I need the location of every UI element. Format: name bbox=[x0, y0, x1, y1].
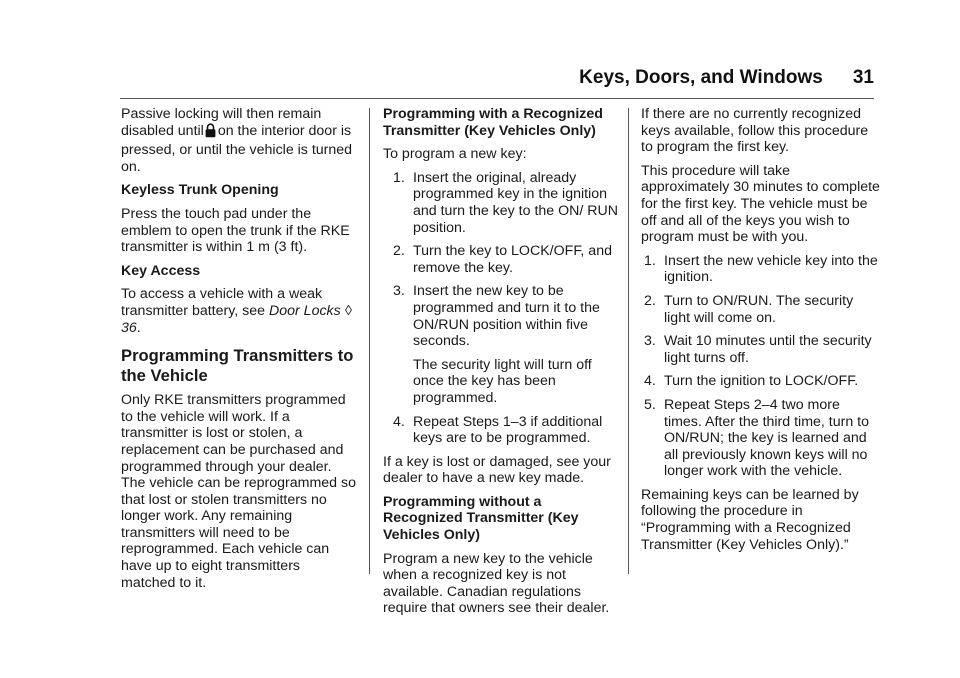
without-recognized-heading: Programming without a Recognized Transmitter (Key Vehicles Only) bbox=[383, 493, 579, 544]
list-item: 2. Turn the key to LOCK/OFF, and remove the key. bbox=[393, 243, 612, 276]
list-item: 5. Repeat Steps 2–4 two more times. After the third time, turn to ON/RUN; the key is learned and all previously known keys will no longer work with the vehicle. bbox=[644, 396, 870, 480]
list-item: 2. Turn to ON/RUN. The security light will come on. bbox=[644, 292, 854, 326]
page-header bbox=[0, 66, 874, 90]
list-item: 4. Repeat Steps 1–3 if additional keys are to be programmed. bbox=[393, 413, 603, 447]
no-keys-paragraph: If there are no currently recognized keys available, follow this procedure to program the first key. bbox=[641, 106, 869, 156]
recognized-steps-list bbox=[383, 170, 623, 447]
list-item: 1. Insert the original, already programmed key in the ignition and turn the key to the ON/ RUN position. bbox=[393, 169, 619, 236]
key-access-paragraph: To access a vehicle with a weak transmitter battery, see Door Locks ◊ 36. bbox=[121, 286, 352, 336]
column-right bbox=[641, 106, 881, 560]
page-number: 31 bbox=[852, 67, 874, 88]
first-key-steps-list bbox=[641, 253, 881, 480]
programming-paragraph: Only RKE transmitters programmed to the vehicle will work. If a transmitter is lost or stolen, a replacement can be purchased and programmed through your dealer. The vehicle can be reprogrammed so that lost or stolen transmitters no longer work. Any remaining transmitters will need to be reprogrammed. Each vehicle can have up to eight transmitters matched to it. bbox=[121, 392, 357, 591]
header-rule bbox=[120, 98, 874, 99]
keyless-trunk-heading: Keyless Trunk Opening bbox=[121, 182, 279, 199]
column-divider bbox=[369, 108, 370, 574]
list-item: 3. Wait 10 minutes until the security light turns off. bbox=[644, 333, 872, 366]
door-locks-reference[interactable]: Door Locks ◊ 36 bbox=[121, 302, 352, 336]
recognized-transmitter-heading: Programming with a Recognized Transmitter (Key Vehicles Only) bbox=[383, 106, 603, 139]
column-middle bbox=[383, 106, 623, 624]
keyless-trunk-paragraph: Press the touch pad under the emblem to open the trunk if the RKE transmitter is within 1 m (3 ft). bbox=[121, 205, 350, 256]
without-recognized-paragraph: Program a new key to the vehicle when a recognized key is not available. Canadian regulations require that owners see their dealer. bbox=[383, 550, 610, 617]
procedure-time-paragraph: This procedure will take approximately 30 minutes to complete for the first key. The vehicle must be off and all of the keys you wish to program must be with you. bbox=[641, 162, 880, 246]
chapter-title: Keys, Doors, and Windows bbox=[579, 67, 823, 88]
key-access-heading: Key Access bbox=[121, 262, 201, 279]
list-item: 3. Insert the new key to be programmed and turn it to the ON/RUN position within five seconds. The security light will turn off once the key has been programmed. bbox=[383, 283, 623, 406]
section-title: Programming Transmitters to the Vehicle bbox=[121, 346, 354, 386]
remaining-keys-paragraph: Remaining keys can be learned by following the procedure in “Programming with a Recognized Transmitter (Key Vehicles Only).” bbox=[641, 486, 859, 553]
program-intro: To program a new key: bbox=[383, 146, 527, 163]
list-item: 1. Insert the new vehicle key into the ignition. bbox=[644, 252, 878, 286]
step-note: The security light will turn off once the key has been programmed. bbox=[413, 356, 592, 406]
column-divider bbox=[628, 108, 629, 574]
lock-icon bbox=[205, 123, 216, 143]
page-reference-icon: ◊ bbox=[344, 302, 352, 319]
column-left bbox=[121, 106, 357, 598]
list-item: 4. Turn the ignition to LOCK/OFF. bbox=[644, 373, 859, 390]
passive-locking-paragraph: Passive locking will then remain disabled until on the interior door is pressed, or until the vehicle is turned on. bbox=[121, 106, 353, 175]
lost-key-paragraph: If a key is lost or damaged, see your dealer to have a new key made. bbox=[383, 453, 611, 487]
